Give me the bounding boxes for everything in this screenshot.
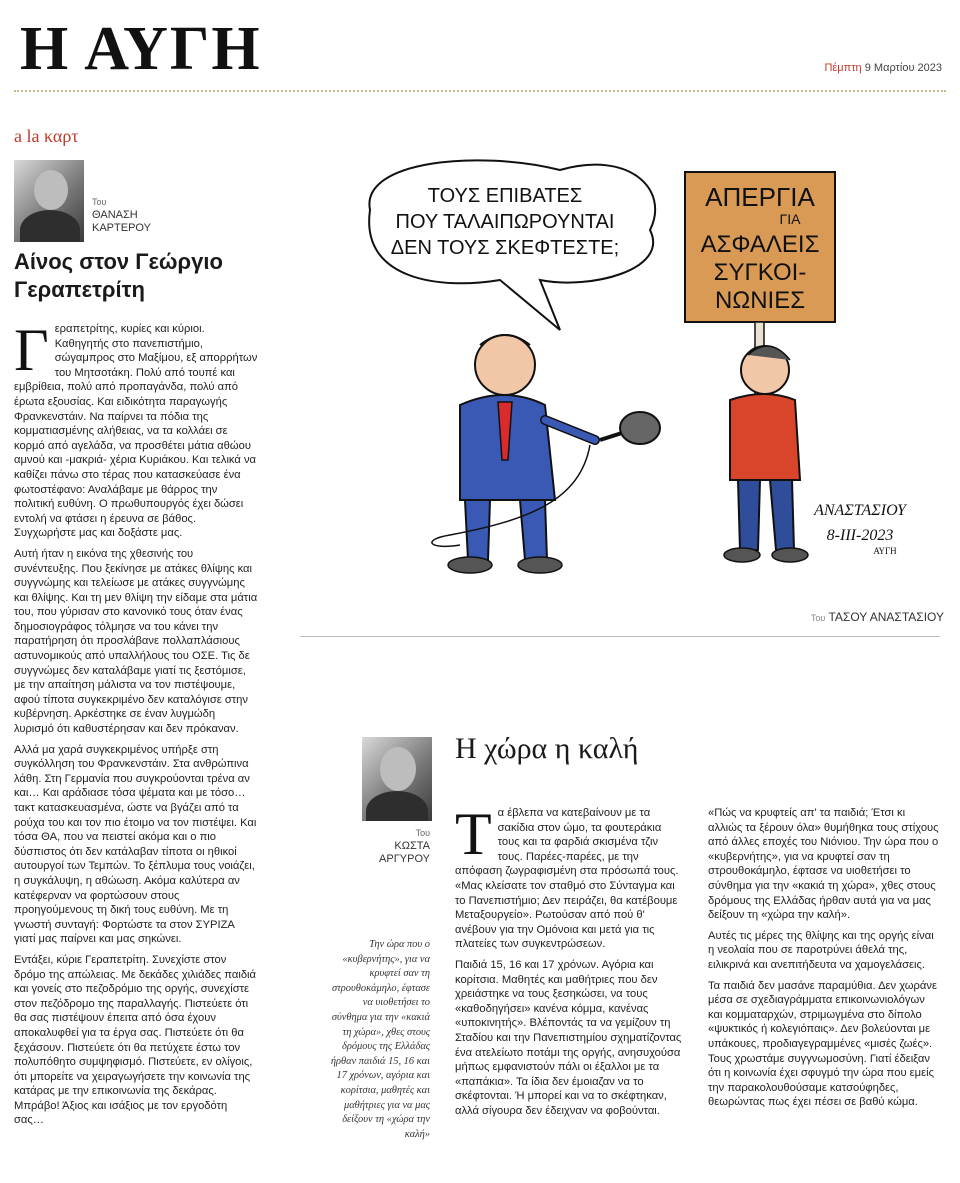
left-author-last: ΚΑΡΤΕΡΟΥ (92, 222, 151, 234)
right-paragraph-3: «Πώς να κρυφτείς απ' τα παιδιά; Έτσι κι αλλιώς τα ξέρουν όλα» θυμήθηκα τους στίχους από άλλες εποχές του Νιόνιου. Την ώρα που ο «κυβερνήτης», για να κρυφτεί σαν τη στρουθοκάμηλο, έφτασε να υιοθετήσει το σύνθημα για την «κακιά τη χώρα», χθες στους δρόμους της Ελλάδας ήρθαν αυτά για να μας δείξουν τη «χώρα την καλή». (708, 807, 939, 922)
left-paragraph-2: Αυτή ήταν η εικόνα της χθεσινής του συνέντευξης. Που ξεκίνησε με ατάκες θλίψης και συγγνώμης και τελείωσε με ατάκες συγγνώμης και θλίψης. Και τη μεν θλίψη την είδαμε στα μάτια του, που γύρισαν στο κανονικό τους όταν ένας δημοσιογράφος τόλμησε να του κάνει την παρατήρηση ότι προσλάβανε πολλαπλάσιους αστυνομικούς από υπαλλήλους του ΟΣΕ. Τις δε συγγνώμες δεν καταλάβαμε γιατί τις ξεστόμισε, με την απαίτηση μάλιστα να τον πιστέψουμε, αφού τίποτα συγκεκριμένο δεν καταλόγισε στην κυβέρνηση. Αρκέστηκε σε έναν λυγμώδη λυρισμό ότι καθυστέρησαν και δεν πρόκαναν. (14, 547, 258, 736)
sign-line-4: ΣΥΓΚΟΙ- (713, 259, 807, 286)
masthead-title: Η ΑΥΓΗ (20, 15, 262, 83)
speech-line-1: ΤΟΥΣ ΕΠΙΒΑΤΕΣ (427, 185, 583, 207)
sign-line-1: ΑΠΕΡΓΙΑ (705, 182, 815, 212)
right-byline-prefix: Του (415, 828, 430, 838)
right-paragraph-2: Παιδιά 15, 16 και 17 χρόνων. Αγόρια και κορίτσια. Μαθητές και μαθήτριες που δεν χρειάστηκε να τους ξεσηκώσει, να τους «καθοδηγήσει» κανένα κόμμα, κανένας «υποκινητής». Βλέποντάς τα να γεμίζουν τη Σταδίου και την Πανεπιστημίου σχηματίζοντας ένα ατελείωτο ποτάμι της οργής, ανησυχούσα μήπως εμφανιστούν πάλι οι έξαλλοι με τα «παπάκια». Τα ίδια δεν έμοιαζαν να το σκέφτονται. Ή μπορεί και να το σκέφτηκαν, αλλά σίγουρα δεν έδειχναν να φοβούνται. (455, 958, 682, 1117)
right-article-title: Η χώρα η καλή (455, 732, 639, 765)
left-paragraph-3: Αλλά μα χαρά συγκεκριμένος υπήρξε στη συγκόλληση του Φρανκενστάιν. Στα ανθρώπινα λάθη. Στη Γερμανία που συγκρούονται τρένα αν και… Και αράδιασε τόσα ψέματα και με τόσο… τακτ κατασκευασμένα, ώστε να βγάζει από τα ρούχα του και τον πιο έτοιμο να τον πιστέψει. Και τόσα ΘΑ, που να πειστεί ακόμα και ο πιο δύσπιστος ότι δεν κατάλαβαν τίποτα οι ηθικοί αυτουργοί των Τεμπών. Το ξέπλυμα τους νοιάζει, η συγκάλυψη, η αθώωση. Ακόμα καλύτερα αν κατέφερναν να φορτώσουν στους προηγούμενους τη δική τους ευθύνη. Με τη γνωστή συνταγή: Φορτώστε τα στον ΣΥΡΙΖΑ γιατί μας παίρνει και μας σηκώνει. (14, 743, 257, 946)
pullquote: Την ώρα που ο «κυβερνήτης», για να κρυφτεί σαν τη στρουθοκάμηλο, έφτασε να υιοθετήσει το σύνθημα για την «κακιά τη χώρα», χθες στους δρόμους της Ελλάδας ήρθαν παιδιά 15, 16 και 17 χρόνων, αγόρια και κορίτσια, μαθητές και μαθήτριες για να μας δείξουν τη «χώρα την καλή» (330, 939, 430, 1140)
right-dropcap: Τ (455, 801, 492, 867)
cartoon-credit-name: ΤΑΣΟΥ ΑΝΑΣΤΑΣΙΟΥ (828, 610, 944, 624)
protester-figure (724, 346, 808, 562)
left-article-body (14, 317, 258, 1134)
right-byline (362, 827, 430, 866)
author-photo-karteros (14, 160, 84, 242)
left-dropcap: Γ (14, 317, 49, 383)
left-byline-prefix: Του (92, 197, 107, 207)
section-divider (300, 636, 940, 637)
right-author-last: ΑΡΓΥΡΟΥ (379, 853, 430, 865)
left-author-first: ΘΑΝΑΣΗ (92, 209, 138, 221)
cartoonist-signature: ΑΝΑΣΤΑΣΙΟΥ (814, 502, 906, 519)
right-paragraph-1: Τα έβλεπα να κατεβαίνουν με τα σακίδια στον ώμο, τα φουτεράκια τους και τα φαρδιά σκισμένα τζιν τους. Παρέες-παρέες, με την απόφαση ζωγραφισμένη στα πρόσωπά τους. «Μας κλείσατε τον σταθμό στο Σύνταγμα και το Πανεπιστήμιο; Δεν πειράζει, θα κατέβουμε Μεταξουργείο». Ρωτούσαν από πού θ' ανέβουν για την Ομόνοια και μετά για τις πλατείες των συγκεντρώσεων. (455, 801, 679, 951)
right-author-first: ΚΩΣΤΑ (394, 840, 430, 852)
cartoon-credit (811, 610, 944, 624)
issue-date (824, 62, 942, 74)
left-paragraph-1: Γεραπετρίτης, κυρίες και κύριοι. Καθηγητής στο πανεπιστήμιο, σώγαμπρος στο Μαξίμου, εξ απορρήτων του Μητσοτάκη. Πολύ από τουπέ και εμβρίθεια, πολύ από προπαγάνδα, πολύ από έρωτα εξουσίας. Και ειδικότητα παραγωγής Φρανκενστάιν. Να παίρνει τα πόδια της κομματιασμένης αλήθειας, να τα κολλάει σε κορμό από αγελάδα, να προσθέτει μάτια αθώου αμνού και -μακριά- χέρια Κυριάκου. Και τελικά να καθίζει πάνω στο τέρας που κατασκεύασε ένα φωτοστέφανο: Αναλάβαμε με θάρρος την πολιτική ευθύνη. Ο πρωθυπουργός έχει δώσει εντολή να φτάσει η έρευνα σε βάθος. Συγχωρήστε μας και δοξάστε μας. (14, 317, 258, 540)
masthead-divider (14, 90, 946, 92)
sign-line-5: ΝΩΝΙΕΣ (714, 287, 806, 314)
left-article-title: Αίνος στον Γεώργιο Γεραπετρίτη (14, 249, 223, 302)
cartoon-small-mark: ΑΥΓΗ (873, 546, 897, 556)
left-byline (92, 196, 151, 235)
section-label: a la καρτ (14, 126, 79, 146)
right-article-col-2 (708, 806, 940, 1116)
right-article-col-1 (455, 801, 685, 1124)
sign-line-3: ΑΣΦΑΛΕΙΣ (700, 231, 820, 258)
cartoon-date: 8-III-2023 (826, 527, 894, 544)
left-paragraph-4: Εντάξει, κύριε Γεραπετρίτη. Συνεχίστε στον δρόμο της απώλειας. Με δεκάδες χιλιάδες παιδιά και γονείς στο πεζοδρόμιο της οργής, συνεχίστε στον πεζόδρομο της παραλλαγής. Πιστεύετε ότι θα σας πιστέψουν έπειτα από όσα έχουν αποκαλυφθεί για τα έργα σας. Πιστεύετε ότι θα ξεχάσουν. Πιστεύετε ότι θα πετύχετε έστω τον πολυπόθητο συμψηφισμό. Πιστεύετε, εν ολίγοις, ότι μπορείτε να χειραγωγήσετε την κοινωνία της κατάρας με την επικοινωνία της δεκάρας. Μπράβο! Άξιος και ισάξιος με τον εργοδότη σας… (14, 953, 257, 1127)
politician-figure (448, 335, 595, 573)
speech-line-2: ΠΟΥ ΤΑΛΑΙΠΩΡΟΥΝΤΑΙ (395, 211, 615, 233)
issue-date-text: 9 Μαρτίου 2023 (864, 62, 942, 74)
sign-line-2: ΓΙΑ (779, 211, 801, 227)
author-photo-argyrou (362, 737, 432, 821)
issue-day: Πέμπτη (824, 62, 862, 74)
political-cartoon (330, 140, 940, 590)
right-paragraph-4: Αυτές τις μέρες της θλίψης και της οργής είναι η νεολαία που σε παροτρύνει άθελά της, ειλικρινά και ανεπιτήδευτα να χαμογελάσεις. (708, 929, 934, 971)
right-paragraph-5: Τα παιδιά δεν μασάνε παραμύθια. Δεν χωράνε μέσα σε σχεδιαγράμματα επικοινωνιολόγων και κομματαρχών, στριμωγμένα στο δίπολο «ψυκτικός ή κολεγιόπαις». Δεν βολεύονται με υπάκουες, προδιαγεγραμμένες «μισές ζωές». Τους χρωστάμε συγγνωμοσύνη. Γιατί έδειξαν ότι η κοινωνία έχει σφυγμό την ώρα που εμείς την παρακολουθούσαμε κατσούφηδες, θεωρώντας πως έχει πέσει σε βαθύ κώμα. (708, 979, 937, 1109)
speech-line-3: ΔΕΝ ΤΟΥΣ ΣΚΕΦΤΕΣΤΕ; (390, 237, 620, 259)
cartoon-credit-prefix: Του (810, 613, 826, 623)
